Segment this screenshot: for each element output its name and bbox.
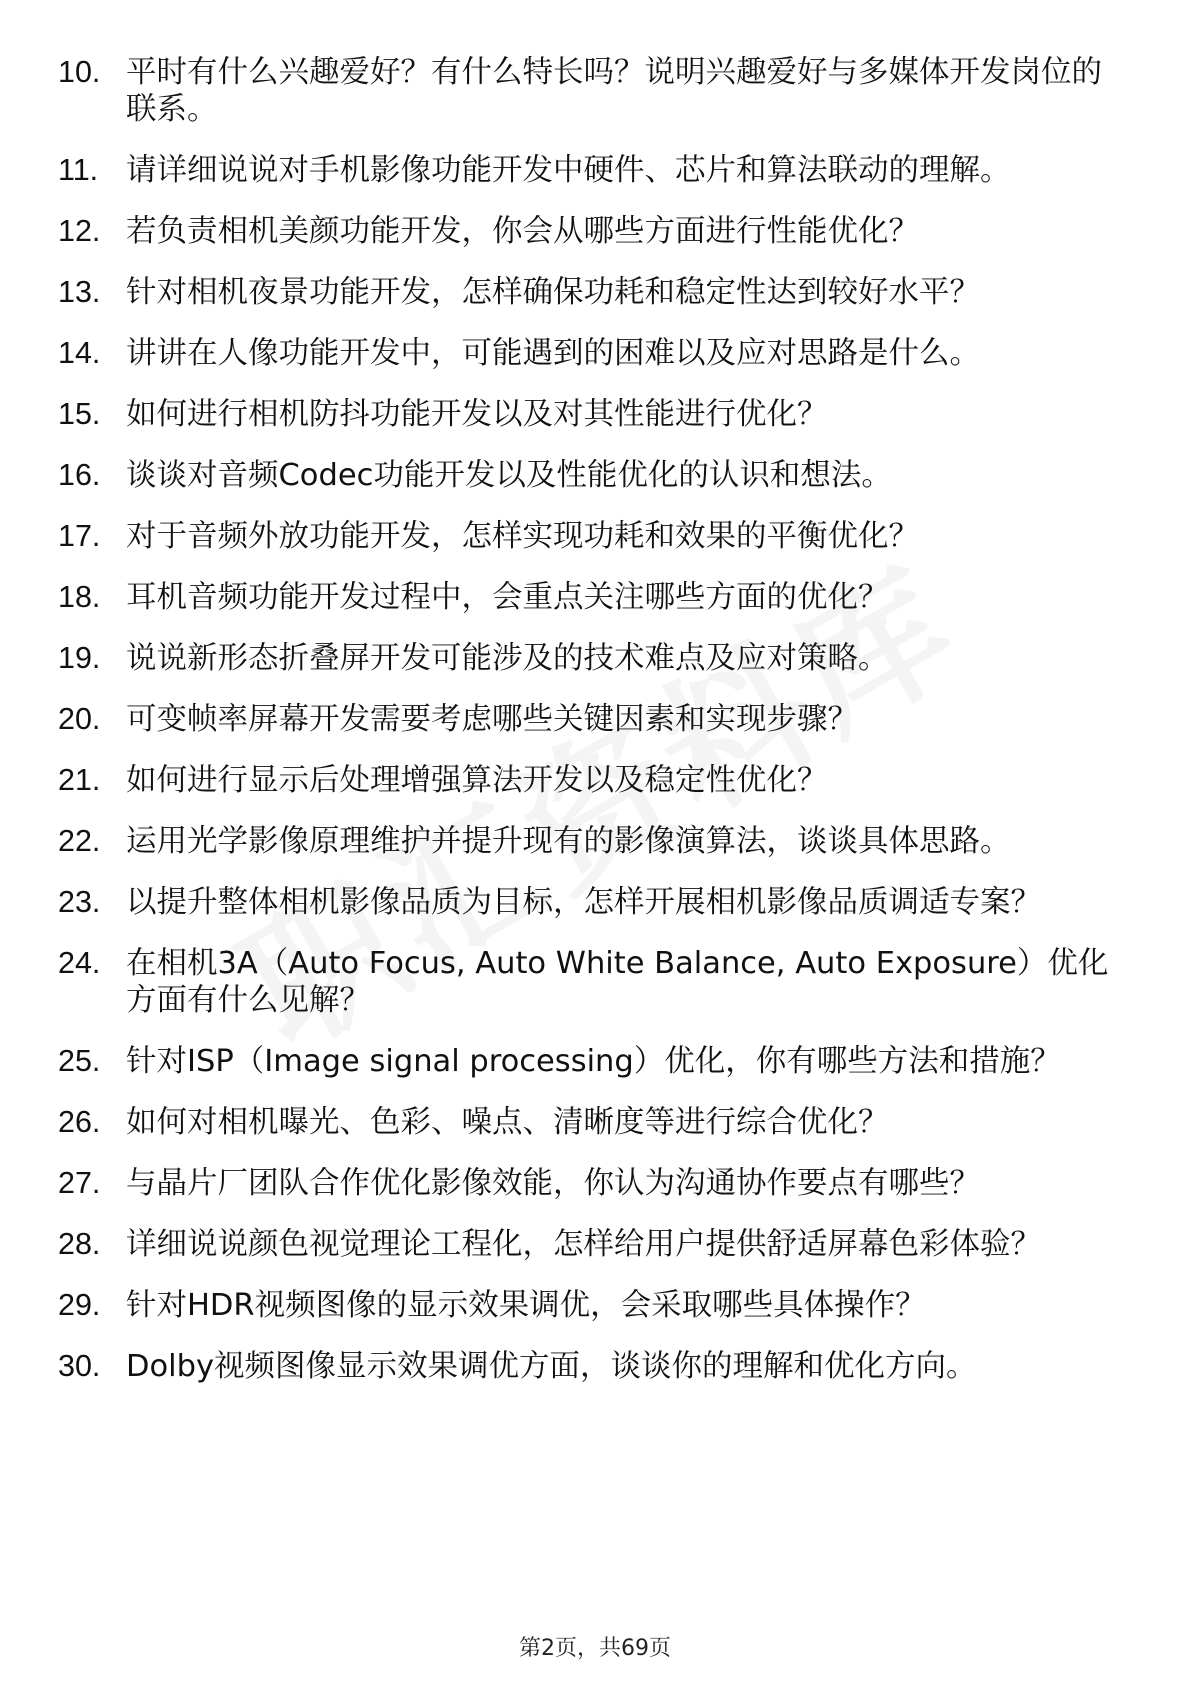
question-text: 如何进行相机防抖功能开发以及对其性能进行优化？ (126, 397, 828, 432)
question-item (0, 701, 1116, 738)
question-text: 若负责相机美颜功能开发，你会从哪些方面进行性能优化？ (126, 214, 919, 249)
question-number: 30. (58, 1349, 101, 1383)
question-item (0, 396, 1116, 433)
question-number: 11. (58, 153, 99, 187)
question-number: 20. (58, 702, 101, 736)
question-number: 28. (58, 1227, 101, 1261)
question-item (0, 945, 1116, 1019)
question-text: 与晶片厂团队合作优化影像效能，你认为沟通协作要点有哪些？ (126, 1166, 980, 1201)
question-number: 10. (58, 55, 101, 89)
question-text: 针对相机夜景功能开发，怎样确保功耗和稳定性达到较好水平？ (126, 275, 980, 310)
question-text: 以提升整体相机影像品质为目标，怎样开展相机影像品质调适专案？ (126, 885, 1041, 920)
question-item (0, 457, 1116, 494)
question-number: 19. (58, 641, 101, 675)
question-number: 22. (58, 824, 101, 858)
question-item (0, 823, 1116, 860)
question-number: 29. (58, 1288, 101, 1322)
question-number: 13. (58, 275, 101, 309)
question-number: 27. (58, 1166, 101, 1200)
question-item (0, 884, 1116, 921)
question-text: 针对ISP（Image signal processing）优化，你有哪些方法和措施？ (126, 1044, 1061, 1079)
question-number: 25. (58, 1044, 101, 1078)
question-text: 谈谈对音频Codec功能开发以及性能优化的认识和想法。 (126, 458, 892, 493)
question-number: 18. (58, 580, 101, 614)
question-item (0, 152, 1116, 189)
question-item (0, 1043, 1116, 1080)
question-text: 说说新形态折叠屏开发可能涉及的技术难点及应对策略。 (126, 641, 889, 676)
question-text: 如何对相机曝光、色彩、噪点、清晰度等进行综合优化？ (126, 1105, 889, 1140)
question-text: 针对HDR视频图像的显示效果调优，会采取哪些具体操作？ (126, 1288, 926, 1323)
question-text: 运用光学影像原理维护并提升现有的影像演算法，谈谈具体思路。 (126, 824, 1011, 859)
question-text: 对于音频外放功能开发，怎样实现功耗和效果的平衡优化？ (126, 519, 919, 554)
question-number: 26. (58, 1105, 101, 1139)
question-item (0, 579, 1116, 616)
question-number: 15. (58, 397, 101, 431)
question-text: 在相机3A（Auto Focus, Auto White Balance, Auto Exposure）优化方面有什么见解？ (126, 946, 1109, 1018)
question-item (0, 518, 1116, 555)
question-item (0, 1104, 1116, 1141)
question-number: 12. (58, 214, 101, 248)
question-item (0, 54, 1116, 128)
question-text: 可变帧率屏幕开发需要考虑哪些关键因素和实现步骤？ (126, 702, 858, 737)
question-number: 14. (58, 336, 101, 370)
question-item (0, 335, 1116, 372)
question-number: 17. (58, 519, 101, 553)
question-item (0, 1287, 1116, 1324)
question-item (0, 213, 1116, 250)
question-item (0, 274, 1116, 311)
question-text: 如何进行显示后处理增强算法开发以及稳定性优化？ (126, 763, 828, 798)
question-text: 讲讲在人像功能开发中，可能遇到的困难以及应对思路是什么。 (126, 336, 980, 371)
question-text: 耳机音频功能开发过程中，会重点关注哪些方面的优化？ (126, 580, 889, 615)
question-text: 平时有什么兴趣爱好？有什么特长吗？说明兴趣爱好与多媒体开发岗位的联系。 (126, 55, 1102, 127)
question-list (0, 54, 1190, 1409)
question-number: 24. (58, 946, 101, 980)
question-number: 23. (58, 885, 101, 919)
question-text: 请详细说说对手机影像功能开发中硬件、芯片和算法联动的理解。 (126, 153, 1011, 188)
question-item (0, 762, 1116, 799)
question-number: 16. (58, 458, 101, 492)
question-item (0, 1348, 1116, 1385)
question-text: Dolby视频图像显示效果调优方面，谈谈你的理解和优化方向。 (126, 1349, 977, 1384)
page-footer: 第2页，共69页 (519, 1636, 671, 1661)
question-text: 详细说说颜色视觉理论工程化，怎样给用户提供舒适屏幕色彩体验？ (126, 1227, 1041, 1262)
question-item (0, 1226, 1116, 1263)
question-item (0, 1165, 1116, 1202)
question-number: 21. (58, 763, 101, 797)
question-item (0, 640, 1116, 677)
